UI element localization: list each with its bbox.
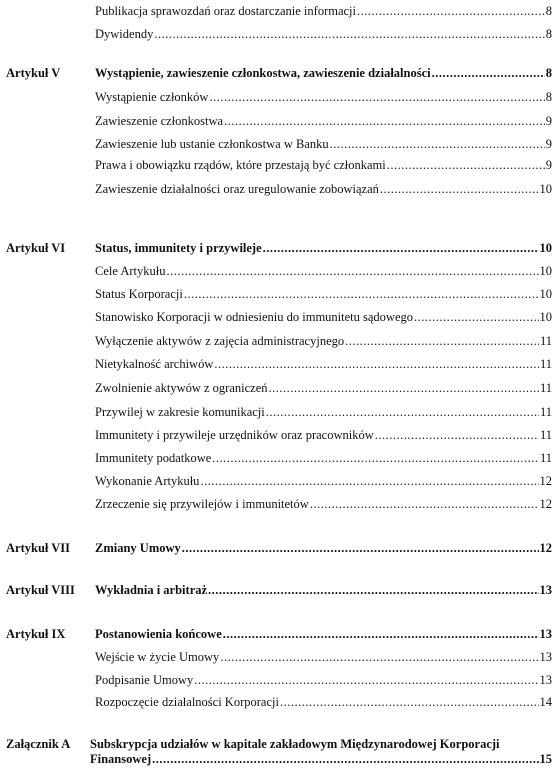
- entry-title: Wejście w życie Umowy: [95, 650, 220, 664]
- entry-title: Status, immunitety i przywileje: [95, 241, 262, 255]
- section-entry[interactable]: [95, 137, 552, 152]
- leader-dots: [224, 114, 545, 129]
- leader-dots: [212, 451, 539, 466]
- leader-dots: [182, 541, 539, 556]
- leader-dots: [280, 695, 539, 710]
- section-entry[interactable]: [95, 264, 552, 279]
- entry-title: Rozpoczęcie działalności Korporacji: [95, 695, 279, 709]
- leader-dots: [380, 182, 539, 197]
- entry-title: Wyłączenie aktywów z zajęcia administracyjnego: [95, 334, 345, 348]
- entry-title: Wystąpienie członków: [95, 90, 209, 104]
- section-entry[interactable]: [95, 4, 552, 19]
- page-number: 11: [539, 428, 552, 442]
- article-label: Artykuł VIII: [6, 583, 75, 597]
- leader-dots: [214, 357, 539, 372]
- entry-title: Immunitety podatkowe: [95, 451, 212, 465]
- annex-label: Załącznik A: [6, 737, 71, 751]
- toc-section-row: [0, 287, 555, 305]
- section-entry[interactable]: [95, 310, 552, 325]
- page-number: 13: [539, 673, 552, 687]
- section-entry[interactable]: [95, 114, 552, 129]
- article-entry[interactable]: [95, 66, 552, 81]
- annex-entry[interactable]: [90, 737, 552, 767]
- leader-dots: [310, 497, 539, 512]
- section-entry[interactable]: [95, 428, 552, 443]
- entry-title: Wykładnia i arbitraż: [95, 583, 208, 597]
- entry-title: Status Korporacji: [95, 287, 183, 301]
- entry-title: Publikacja sprawozdań oraz dostarczanie informacji: [95, 4, 356, 18]
- entry-title: Zwolnienie aktywów z ograniczeń: [95, 381, 268, 395]
- section-entry[interactable]: [95, 673, 552, 688]
- leader-dots: [375, 428, 539, 443]
- entry-title: Wykonanie Artykułu: [95, 474, 200, 488]
- toc-section-row: [0, 673, 555, 691]
- leader-dots: [345, 334, 539, 349]
- section-entry[interactable]: [95, 650, 552, 665]
- entry-title: Prawa i obowiązku rządów, które przestają być członkami: [95, 158, 386, 172]
- section-entry[interactable]: [95, 451, 552, 466]
- annex-title-line1: Subskrypcja udziałów w kapitale zakładowym Międzynarodowej Korporacji: [90, 737, 500, 751]
- toc-article-row: [0, 583, 555, 601]
- leader-dots: [414, 310, 538, 325]
- section-entry[interactable]: [95, 90, 552, 105]
- section-entry[interactable]: [95, 357, 552, 372]
- page-number: 14: [539, 695, 552, 709]
- entry-title: Wystąpienie, zawieszenie członkostwa, zawieszenie działalności: [95, 66, 431, 80]
- page-number: 10: [539, 264, 552, 278]
- article-entry[interactable]: [95, 627, 552, 642]
- toc-section-row: [0, 4, 555, 22]
- page-number: 11: [539, 381, 552, 395]
- page-number: 12: [539, 497, 552, 511]
- article-label: Artykuł V: [6, 66, 61, 80]
- leader-dots: [184, 287, 539, 302]
- page-number: 10: [539, 241, 552, 255]
- page-number: 11: [539, 405, 552, 419]
- toc-section-row: [0, 451, 555, 469]
- toc-section-row: [0, 357, 555, 375]
- annex-title-line2: Finansowej: [90, 752, 152, 766]
- entry-title: Postanowienia końcowe: [95, 627, 222, 641]
- toc-section-row: [0, 114, 555, 132]
- page-number: 8: [545, 90, 552, 104]
- annex-page-number: 15: [539, 752, 552, 766]
- entry-title: Zawieszenie lub ustanie członkostwa w Banku: [95, 137, 329, 151]
- leader-dots: [387, 158, 545, 173]
- leader-dots: [263, 241, 539, 256]
- toc-article-row: [0, 66, 555, 84]
- article-entry[interactable]: [95, 241, 552, 256]
- article-entry[interactable]: [95, 541, 552, 556]
- section-entry[interactable]: [95, 287, 552, 302]
- entry-title: Stanowisko Korporacji w odniesieniu do immunitetu sądowego: [95, 310, 414, 324]
- toc-section-row: [0, 310, 555, 328]
- section-entry[interactable]: [95, 27, 552, 42]
- leader-dots: [152, 752, 538, 767]
- toc-section-row: [0, 90, 555, 108]
- leader-dots: [154, 27, 544, 42]
- toc-section-row: [0, 381, 555, 399]
- page-number: 10: [539, 310, 552, 324]
- entry-title: Zawieszenie działalności oraz uregulowanie zobowiązań: [95, 182, 379, 196]
- entry-title: Cele Artykułu: [95, 264, 166, 278]
- entry-title: Zawieszenie członkostwa: [95, 114, 224, 128]
- page-number: 11: [539, 451, 552, 465]
- page-number: 8: [545, 4, 552, 18]
- entry-title: Immunitety i przywileje urzędników oraz pracowników: [95, 428, 374, 442]
- toc-section-row: [0, 405, 555, 423]
- page-number: 9: [545, 137, 552, 151]
- toc-article-row: [0, 541, 555, 559]
- toc-section-row: [0, 264, 555, 282]
- toc-section-row: [0, 182, 555, 200]
- page-number: 12: [539, 541, 552, 555]
- page-number: 9: [545, 158, 552, 172]
- toc-section-row: [0, 334, 555, 352]
- page-number: 11: [539, 357, 552, 371]
- leader-dots: [209, 90, 544, 105]
- section-entry[interactable]: [95, 405, 552, 420]
- page-number: 8: [545, 27, 552, 41]
- toc-section-row: [0, 137, 555, 155]
- entry-title: Przywilej w zakresie komunikacji: [95, 405, 265, 419]
- entry-title: Nietykalność archiwów: [95, 357, 214, 371]
- toc-annex-row: [0, 737, 555, 766]
- page-number: 10: [539, 287, 552, 301]
- section-entry[interactable]: [95, 158, 552, 173]
- page-number: 13: [539, 583, 552, 597]
- section-entry[interactable]: [95, 334, 552, 349]
- page-number: 13: [539, 650, 552, 664]
- toc-section-row: [0, 695, 555, 713]
- leader-dots: [200, 474, 538, 489]
- article-entry[interactable]: [95, 583, 552, 598]
- leader-dots: [269, 381, 539, 396]
- toc-section-row: [0, 158, 555, 176]
- leader-dots: [330, 137, 545, 152]
- article-label: Artykuł VII: [6, 541, 71, 555]
- page-number: 9: [545, 114, 552, 128]
- leader-dots: [266, 405, 539, 420]
- toc-section-row: [0, 428, 555, 446]
- toc-article-row: [0, 627, 555, 645]
- toc-article-row: [0, 241, 555, 259]
- toc-section-row: [0, 27, 555, 45]
- page-number: 8: [545, 66, 552, 80]
- leader-dots: [432, 66, 545, 81]
- page-number: 11: [539, 334, 552, 348]
- leader-dots: [208, 583, 538, 598]
- entry-title: Podpisanie Umowy: [95, 673, 194, 687]
- entry-title: Zrzeczenie się przywilejów i immunitetów: [95, 497, 309, 511]
- section-entry[interactable]: [95, 497, 552, 512]
- toc-section-row: [0, 497, 555, 515]
- section-entry[interactable]: [95, 381, 552, 396]
- section-entry[interactable]: [95, 474, 552, 489]
- leader-dots: [194, 673, 538, 688]
- leader-dots: [357, 4, 545, 19]
- section-entry[interactable]: [95, 182, 552, 197]
- page-number: 10: [539, 182, 552, 196]
- leader-dots: [166, 264, 538, 279]
- page-number: 13: [539, 627, 552, 641]
- leader-dots: [223, 627, 539, 642]
- toc-section-row: [0, 650, 555, 668]
- toc-section-row: [0, 474, 555, 492]
- section-entry[interactable]: [95, 695, 552, 710]
- page-number: 12: [539, 474, 552, 488]
- entry-title: Dywidendy: [95, 27, 154, 41]
- entry-title: Zmiany Umowy: [95, 541, 181, 555]
- leader-dots: [220, 650, 538, 665]
- article-label: Artykuł IX: [6, 627, 66, 641]
- article-label: Artykuł VI: [6, 241, 66, 255]
